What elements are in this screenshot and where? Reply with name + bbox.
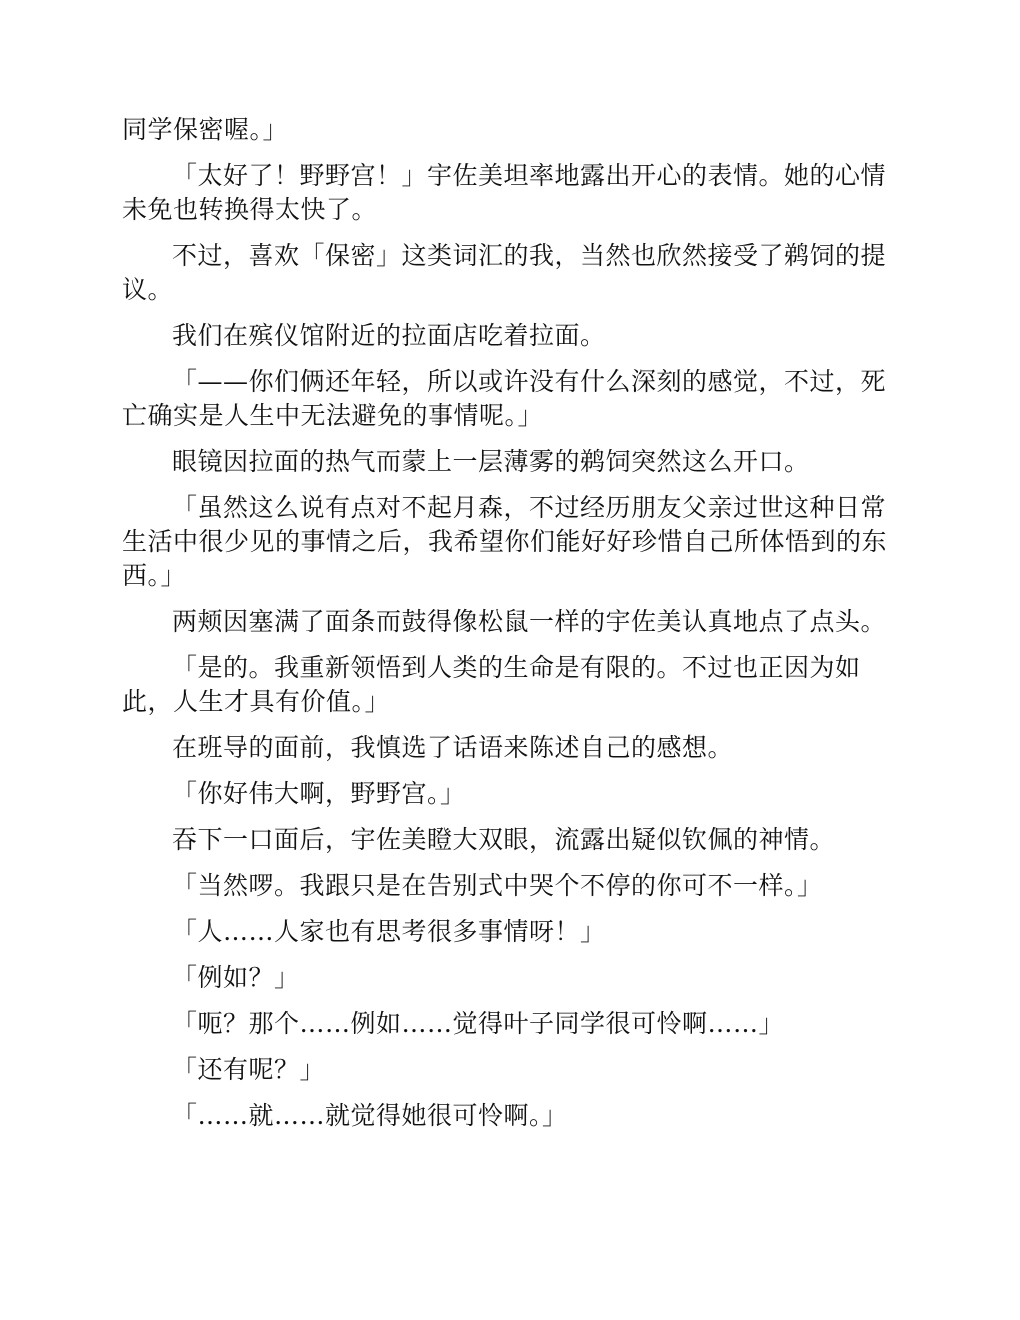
paragraph: 「——你们俩还年轻，所以或许没有什么深刻的感觉，不过，死亡确实是人生中无法避免的事情呢。」	[122, 367, 887, 430]
paragraph: 眼镜因拉面的热气而蒙上一层薄雾的鹈饲突然这么开口。	[172, 447, 810, 476]
paragraph: 「呃？那个……例如……觉得叶子同学很可怜啊……」	[172, 1009, 785, 1038]
paragraph: 「还有呢？」	[172, 1055, 326, 1084]
paragraph: 「虽然这么说有点对不起月森，不过经历朋友父亲过世这种日常生活中很少见的事情之后，我希望你们能好好珍惜自己所体悟到的东西。」	[122, 493, 888, 590]
body-text	[122, 113, 902, 1145]
paragraph: 「例如？」	[172, 963, 300, 992]
paragraph: 吞下一口面后，宇佐美瞪大双眼，流露出疑似钦佩的神情。	[172, 825, 836, 854]
paragraph: 「是的。我重新领悟到人类的生命是有限的。不过也正因为如此，人生才具有价值。」	[122, 653, 861, 716]
paragraph: 我们在殡仪馆附近的拉面店吃着拉面。	[172, 321, 606, 350]
paragraph: 「你好伟大啊，野野宫。」	[172, 779, 466, 808]
paragraph: 「太好了！野野宫！」宇佐美坦率地露出开心的表情。她的心情未免也转换得太快了。	[122, 161, 887, 224]
paragraph: 在班导的面前，我慎选了话语来陈述自己的感想。	[172, 733, 734, 762]
paragraph: 同学保密喔。」	[122, 115, 289, 144]
paragraph: 「……就……就觉得她很可怜啊。」	[172, 1101, 568, 1130]
paragraph: 两颊因塞满了面条而鼓得像松鼠一样的宇佐美认真地点了点头。	[172, 607, 887, 636]
paragraph: 「当然啰。我跟只是在告别式中哭个不停的你可不一样。」	[172, 871, 823, 900]
paragraph: 不过，喜欢「保密」这类词汇的我，当然也欣然接受了鹈饲的提议。	[122, 241, 887, 304]
paragraph: 「人……人家也有思考很多事情呀！」	[172, 917, 606, 946]
